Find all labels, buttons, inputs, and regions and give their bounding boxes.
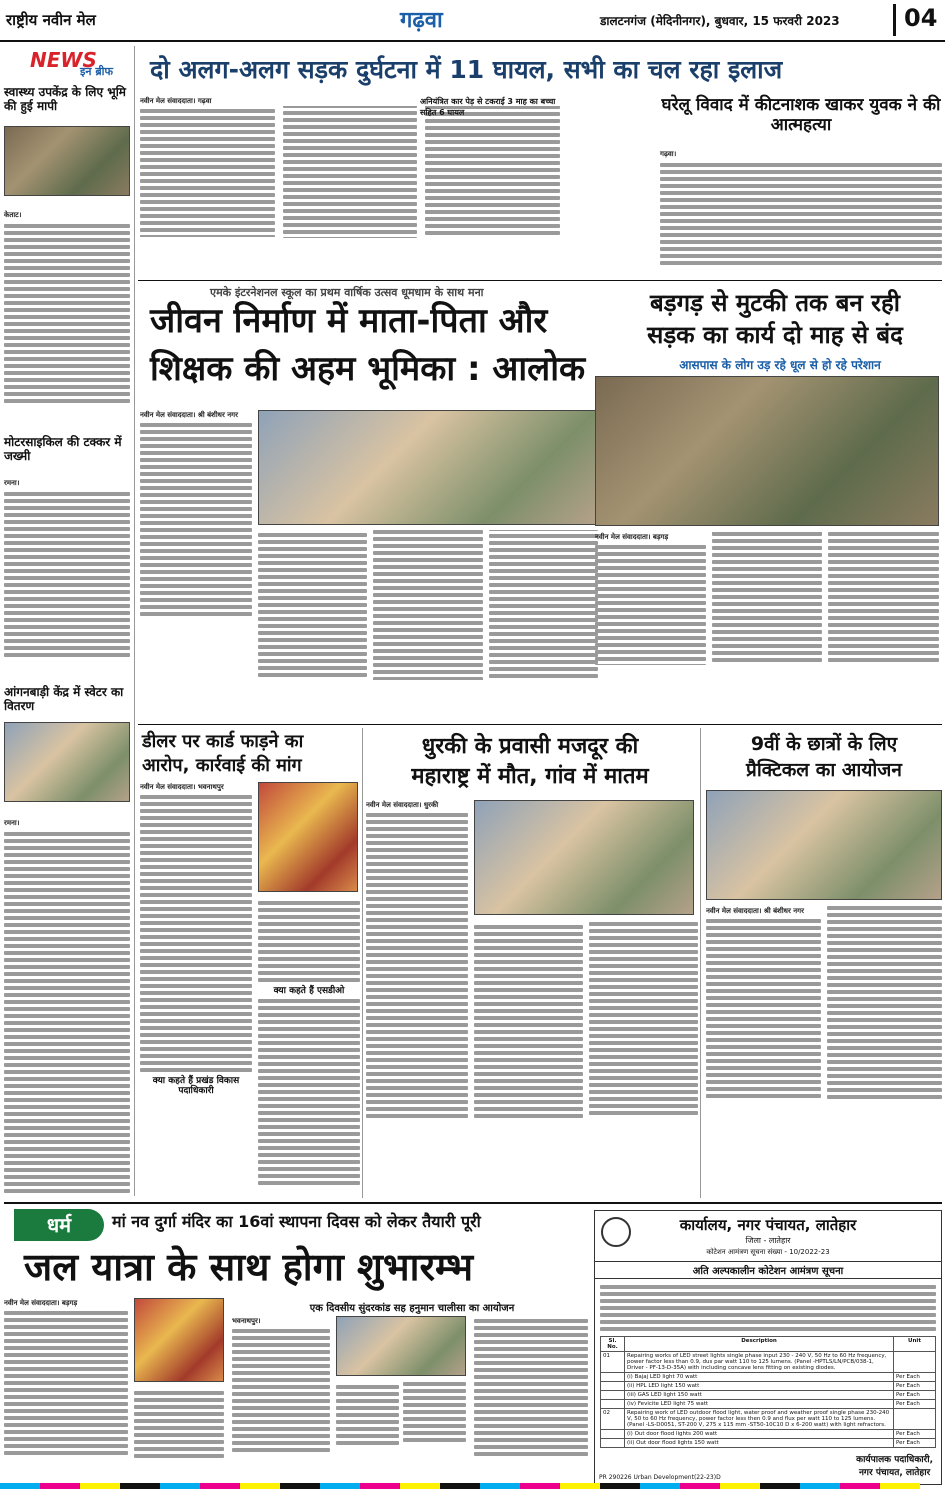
notice-cell-desc: (iii) GAS LED light 150 watt — [625, 1391, 894, 1400]
right-top-story — [660, 96, 942, 267]
brief-1-text — [4, 224, 130, 403]
signatory-1: कार्यपालक पदाधिकारी, — [856, 1455, 933, 1465]
brief-3-headline: आंगनबाड़ी केंद्र में स्वेटर का वितरण — [4, 685, 124, 713]
school-byline: नवीन मेल संवाददाता। श्री बंशीधर नगर — [140, 411, 238, 419]
school-body — [258, 530, 598, 720]
dharm-byline: नवीन मेल संवाददाता। बड़गड़ — [4, 1299, 78, 1307]
news-brief-sub: इन ब्रीफ — [80, 65, 113, 78]
notice-district: जिला - लातेहार — [745, 1236, 791, 1245]
top-story-side-head: अनियंत्रित कार पेड़ से टकराई 3 माह का बच्चा सहित 6 घायल — [420, 97, 556, 117]
notice-cell-desc: Repairing work of LED outdoor flood light, water proof and weather proof single phase 230-240 V, 50 to 60 Hz frequency, power factor less then 0.9 and flux per watt 110 to 125 lumens. (Panel -LS-D0051, ST-200 V, 275 x 115 mm -ST50-10C10 D x 6-200 watt) with light refractors. — [625, 1409, 894, 1430]
notice-cell-desc: (ii) Out door flood lights 150 watt — [625, 1439, 894, 1448]
practical-photo — [706, 790, 942, 900]
migrant-body — [474, 922, 698, 1192]
dealer-headline-1: डीलर पर कार्ड फाड़ने का — [142, 731, 304, 752]
notice-row — [601, 1409, 936, 1430]
notice-cell-desc: (ii) HPL LED light 150 watt — [625, 1382, 894, 1391]
notice-cell-sl — [601, 1400, 625, 1409]
practical-headline-1: 9वीं के छात्रों के लिए — [750, 733, 898, 755]
notice-cell-desc: (i) Out door flood lights 200 watt — [625, 1430, 894, 1439]
road-subhead: आसपास के लोग उड़ रहे धूल से हो रहे परेशान — [679, 358, 881, 372]
notice-pr: PR 290226 Urban Development(22-23)D — [599, 1474, 721, 1481]
notice-cell-sl: 01 — [601, 1352, 625, 1373]
brief-3-photo — [4, 722, 130, 802]
migrant-photo — [474, 800, 694, 915]
notice-cell-unit — [894, 1352, 936, 1373]
dateline: डालटनगंज (मेदिनीनगर), बुधवार, 15 फरवरी 2023 — [600, 14, 840, 28]
road-headline-1: बड़गड़ से मुटकी तक बन रही — [650, 289, 900, 317]
brief-3 — [4, 685, 130, 827]
notice-cell-desc: (i) Bajaj LED light 70 watt — [625, 1373, 894, 1382]
notice-cell-sl — [601, 1373, 625, 1382]
notice-row — [601, 1373, 936, 1382]
notice-cell-sl — [601, 1382, 625, 1391]
notice-row — [601, 1352, 936, 1373]
practical-headline-2: प्रैक्टिकल का आयोजन — [746, 759, 902, 781]
notice-table — [600, 1336, 936, 1448]
notice-cell-sl: 02 — [601, 1409, 625, 1430]
notice-ref: कोटेशन आमंत्रण सूचना संख्या - 10/2022-23 — [706, 1248, 830, 1256]
brief-3-lead: रमना। — [4, 819, 20, 827]
road-photo — [595, 376, 939, 526]
col-desc: Description — [625, 1337, 894, 1352]
page-number: 04 — [893, 4, 943, 36]
dealer-byline: नवीन मेल संवाददाता। भवनाथपुर — [140, 783, 224, 791]
sundarkand-photo — [336, 1316, 466, 1376]
top-story-byline: नवीन मेल संवाददाता। गढ़वा — [140, 97, 212, 105]
paper-name: राष्ट्रीय नवीन मेल — [6, 11, 96, 29]
notice-cell-desc: (iv) Fevicite LED light 75 watt — [625, 1400, 894, 1409]
road-byline: नवीन मेल संवाददाता। बड़गड़ — [595, 533, 669, 541]
dharm-label: धर्म — [14, 1209, 104, 1241]
brief-1-lead: केताट। — [4, 211, 22, 219]
dealer-box-2: क्या कहते हैं प्रखंड विकास पदाधिकारी — [152, 1076, 240, 1097]
notice-title: अति अल्पकालीन कोटेशन आमंत्रण सूचना — [595, 1261, 941, 1279]
notice-row — [601, 1430, 936, 1439]
masthead — [0, 0, 945, 42]
dharm-headline: जल यात्रा के साथ होगा शुभारम्भ — [24, 1245, 474, 1289]
dharm-side-byline: भवनाथपुर। — [232, 1317, 261, 1325]
brief-2-lead: रमना। — [4, 478, 20, 487]
school-headline-1: जीवन निर्माण में माता-पिता और — [150, 301, 548, 341]
divider — [138, 724, 942, 725]
notice-cell-unit — [894, 1409, 936, 1430]
migrant-headline-2: महाराष्ट्र में मौत, गांव में मातम — [411, 764, 649, 789]
column-divider — [134, 46, 135, 1196]
notice-row — [601, 1439, 936, 1448]
notice-cell-unit: Per Each — [894, 1391, 936, 1400]
brief-3-text — [4, 832, 130, 1193]
school-kicker: एमके इंटरनेशनल स्कूल का प्रथम वार्षिक उत्सव धूमधाम के साथ मना — [210, 286, 484, 299]
right-top-headline: घरेलू विवाद में कीटनाशक खाकर युवक ने की आत्महत्या — [661, 95, 941, 135]
divider — [4, 1202, 942, 1204]
col-sl: Sl. No. — [601, 1337, 625, 1352]
dealer-photo — [258, 782, 358, 892]
brief-1-photo — [4, 126, 130, 196]
notice-cell-unit: Per Each — [894, 1373, 936, 1382]
brief-1-headline: स्वास्थ्य उपकेंद्र के लिए भूमि की हुई मापी — [4, 85, 126, 113]
brief-2-text — [4, 492, 130, 657]
notice-cell-unit: Per Each — [894, 1382, 936, 1391]
news-brief-label: NEWS — [30, 48, 97, 72]
school-headline-2: शिक्षक की अहम भूमिका : आलोक — [150, 349, 586, 389]
notice-cell-sl — [601, 1391, 625, 1400]
notice-cell-desc: Repairing works of LED street lights single phase input 230 - 240 V, 50 Hz to 60 Hz frequency, power factor less than 0.9, dus par watt 110 to 125 lumens. (Panel -HPTLS/LN/PCB/038-1, Driver - PF-13-D-35A) with including concave lens fitting on existing diodes. — [625, 1352, 894, 1373]
brief-1 — [4, 85, 130, 219]
tender-notice — [594, 1210, 942, 1485]
right-top-dateline: गढ़वा। — [660, 150, 677, 159]
brief-2 — [4, 436, 130, 659]
notice-cell-sl — [601, 1439, 625, 1448]
road-body — [595, 532, 939, 722]
section-title: गढ़वा — [400, 8, 443, 33]
notice-cell-unit: Per Each — [894, 1400, 936, 1409]
notice-office: कार्यालय, नगर पंचायत, लातेहार — [679, 1216, 857, 1234]
notice-cell-unit: Per Each — [894, 1430, 936, 1439]
notice-row — [601, 1400, 936, 1409]
col-unit: Unit — [894, 1337, 936, 1352]
migrant-headline-1: धुरकी के प्रवासी मजदूर की — [421, 734, 639, 759]
practical-byline: नवीन मेल संवाददाता। श्री बंशीधर नगर — [706, 907, 804, 915]
brief-2-headline: मोटरसाइकिल की टक्कर में जख्मी — [4, 435, 122, 463]
notice-row — [601, 1391, 936, 1400]
road-headline-2: सड़क का कार्य दो माह से बंद — [647, 321, 903, 349]
durga-idol-photo — [134, 1298, 224, 1382]
practical-body — [706, 906, 942, 1192]
top-story-headline: दो अलग-अलग सड़क दुर्घटना में 11 घायल, सभी का चल रहा इलाज — [150, 55, 783, 84]
notice-row — [601, 1382, 936, 1391]
emblem-icon — [601, 1217, 631, 1247]
divider — [138, 280, 942, 281]
signatory-2: नगर पंचायत, लातेहार — [858, 1468, 931, 1478]
notice-cell-sl — [601, 1430, 625, 1439]
dharm-side-kicker: एक दिवसीय सुंदरकांड सह हनुमान चालीसा का आयोजन — [309, 1303, 515, 1314]
top-story-body — [140, 96, 560, 278]
notice-cell-unit: Per Each — [894, 1439, 936, 1448]
dealer-headline-2: आरोप, कार्रवाई की मांग — [142, 755, 302, 776]
dharm-kicker: मां नव दुर्गा मंदिर का 16वां स्थापना दिवस को लेकर तैयारी पूरी — [112, 1212, 481, 1231]
color-registration-bar — [0, 1476, 945, 1484]
dealer-box-1: क्या कहते हैं एसडीओ — [273, 986, 345, 996]
migrant-byline: नवीन मेल संवाददाता। धुरकी — [366, 801, 439, 809]
